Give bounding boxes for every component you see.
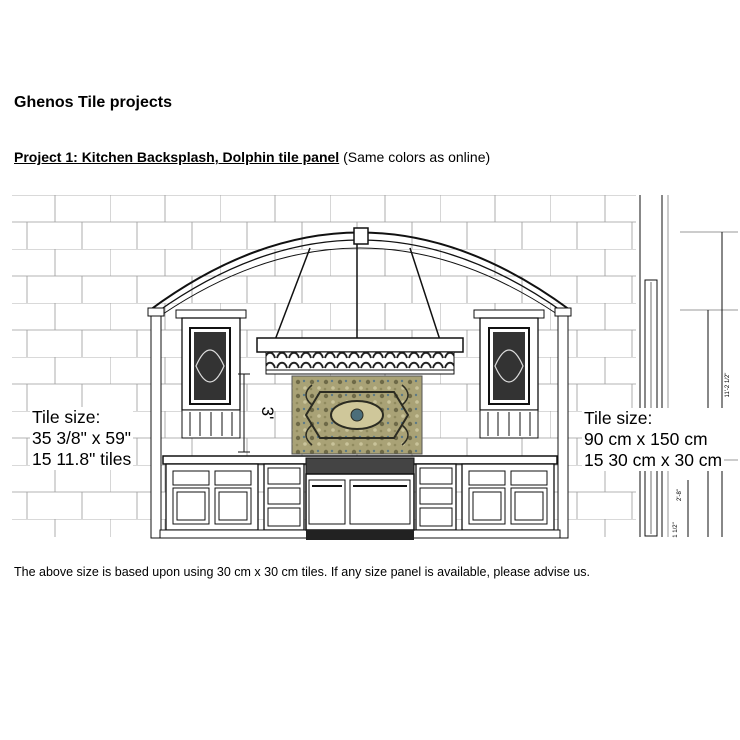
tile-count-inches: 15 11.8" tiles: [32, 449, 132, 469]
panel-size-inches: 35 3/8" x 59": [32, 428, 132, 448]
page-title: Ghenos Tile projects: [14, 94, 172, 111]
height-dimension-label: 3': [258, 406, 277, 420]
upper-cabinet-right: [474, 310, 544, 438]
upper-cabinet-left: [176, 310, 246, 438]
tile-size-heading: Tile size:: [584, 408, 653, 428]
project-heading: [14, 149, 490, 165]
range-stove: [306, 458, 414, 540]
panel-size-cm: 90 cm x 150 cm: [584, 429, 708, 449]
dolphin-tile-panel: [292, 376, 422, 454]
tile-size-heading: Tile size:: [32, 407, 101, 427]
dimension-label-counter: 2'-8": [677, 489, 683, 501]
dimension-label-base: 1 1/2": [673, 522, 679, 538]
kitchen-elevation-drawing: [0, 190, 740, 550]
tile-size-metric: [582, 408, 724, 471]
keystone: [354, 228, 368, 244]
dimension-label-overall: 11'-2 1/2": [725, 372, 731, 398]
project-note: (Same colors as online): [343, 149, 491, 165]
tile-count-cm: 15 30 cm x 30 cm: [584, 450, 723, 470]
project-label: Project 1: Kitchen Backsplash, Dolphin tile panel: [14, 149, 340, 165]
tile-size-imperial: [30, 407, 133, 470]
side-wall-section: [640, 195, 738, 537]
footer-note: The above size is based upon using 30 cm x 30 cm tiles. If any size panel is available, please advise us.: [14, 565, 591, 579]
